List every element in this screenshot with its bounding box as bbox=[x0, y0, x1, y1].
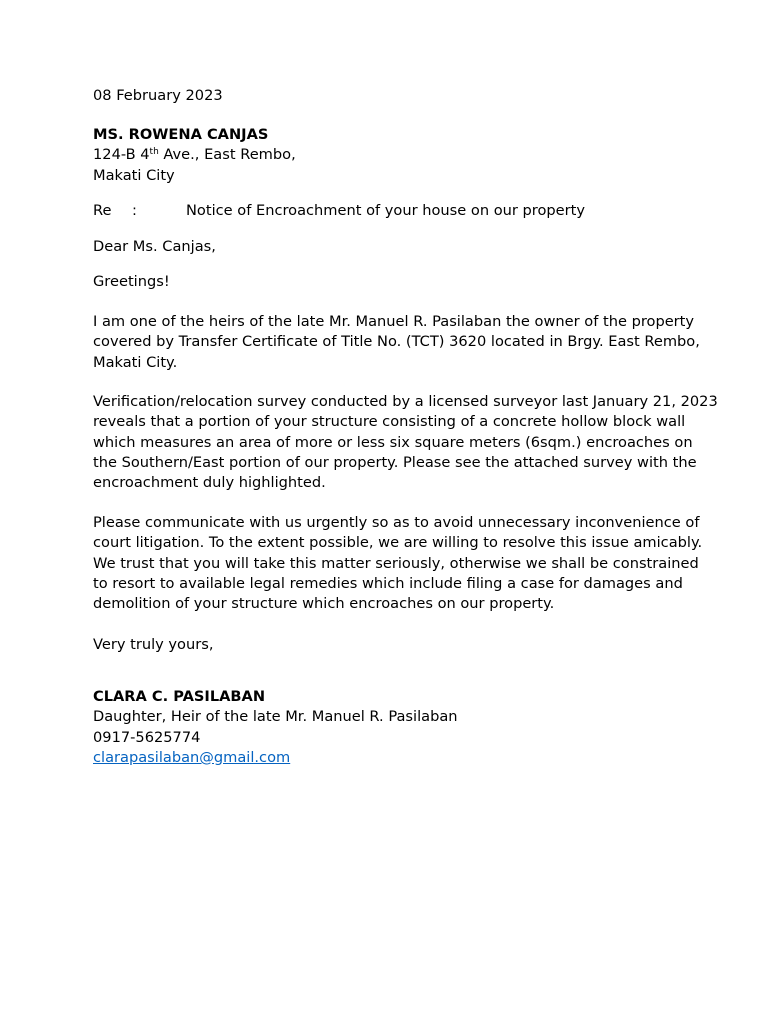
closing-text: Very truly yours, bbox=[93, 636, 214, 653]
paragraph-2 bbox=[93, 392, 718, 493]
re-line bbox=[93, 201, 674, 221]
paragraph-line: covered by Transfer Certificate of Title No. (TCT) 3620 located in Brgy. East Rembo, bbox=[93, 333, 700, 351]
paragraph-line: reveals that a portion of your structure consisting of a concrete hollow block wall bbox=[93, 413, 686, 431]
paragraph-line: We trust that you will take this matter seriously, otherwise we shall be constrained bbox=[93, 554, 699, 572]
paragraph-line: Please communicate with us urgently so as to avoid unnecessary inconvenience of bbox=[93, 514, 700, 531]
recipient-name: MS. ROWENA CANJAS bbox=[93, 126, 269, 143]
paragraph-line: court litigation. To the extent possible, we are willing to resolve this issue amicably. bbox=[93, 534, 703, 552]
closing bbox=[93, 635, 674, 655]
salutation-text: Dear Ms. Canjas, bbox=[93, 238, 216, 255]
signatory-title: Daughter, Heir of the late Mr. Manuel R. Pasilaban bbox=[93, 708, 458, 726]
paragraph-1 bbox=[93, 312, 700, 373]
signatory-phone: 0917-5625774 bbox=[93, 728, 201, 746]
address-suffix: Ave., East Rembo, bbox=[158, 146, 296, 164]
paragraph-line: which measures an area of more or less six square meters (6sqm.) encroaches on bbox=[93, 433, 693, 451]
address-prefix: 124-B 4 bbox=[93, 146, 150, 164]
signatory-email-link[interactable]: clarapasilaban@gmail.com bbox=[93, 748, 291, 766]
re-label: Re bbox=[93, 202, 112, 219]
recipient-address-line2: Makati City bbox=[93, 166, 175, 184]
paragraph-line: the Southern/East portion of our property. Please see the attached survey with the bbox=[93, 453, 697, 471]
address-ordinal: th bbox=[149, 147, 159, 158]
recipient-address-line1 bbox=[93, 145, 674, 165]
paragraph-line: Makati City. bbox=[93, 353, 178, 371]
greeting bbox=[93, 272, 674, 292]
paragraph-line: to resort to available legal remedies which include filing a case for damages and bbox=[93, 574, 683, 592]
recipient-block bbox=[93, 125, 674, 186]
re-subject: Notice of Encroachment of your house on our property bbox=[186, 202, 586, 219]
greeting-text: Greetings! bbox=[93, 273, 170, 290]
paragraph-3 bbox=[93, 513, 703, 614]
signatory-name: CLARA C. PASILABAN bbox=[93, 688, 266, 705]
paragraph-line: I am one of the heirs of the late Mr. Manuel R. Pasilaban the owner of the property bbox=[93, 313, 695, 330]
signature-block bbox=[93, 687, 674, 768]
letter-date bbox=[93, 86, 674, 106]
paragraph-line: encroachment duly highlighted. bbox=[93, 474, 326, 492]
date-text: 08 February 2023 bbox=[93, 87, 223, 104]
re-colon: : bbox=[132, 202, 137, 219]
salutation bbox=[93, 237, 674, 257]
paragraph-line: Verification/relocation survey conducted by a licensed surveyor last January 21, 2023 bbox=[93, 393, 718, 410]
paragraph-line: demolition of your structure which encroaches on our property. bbox=[93, 595, 555, 613]
